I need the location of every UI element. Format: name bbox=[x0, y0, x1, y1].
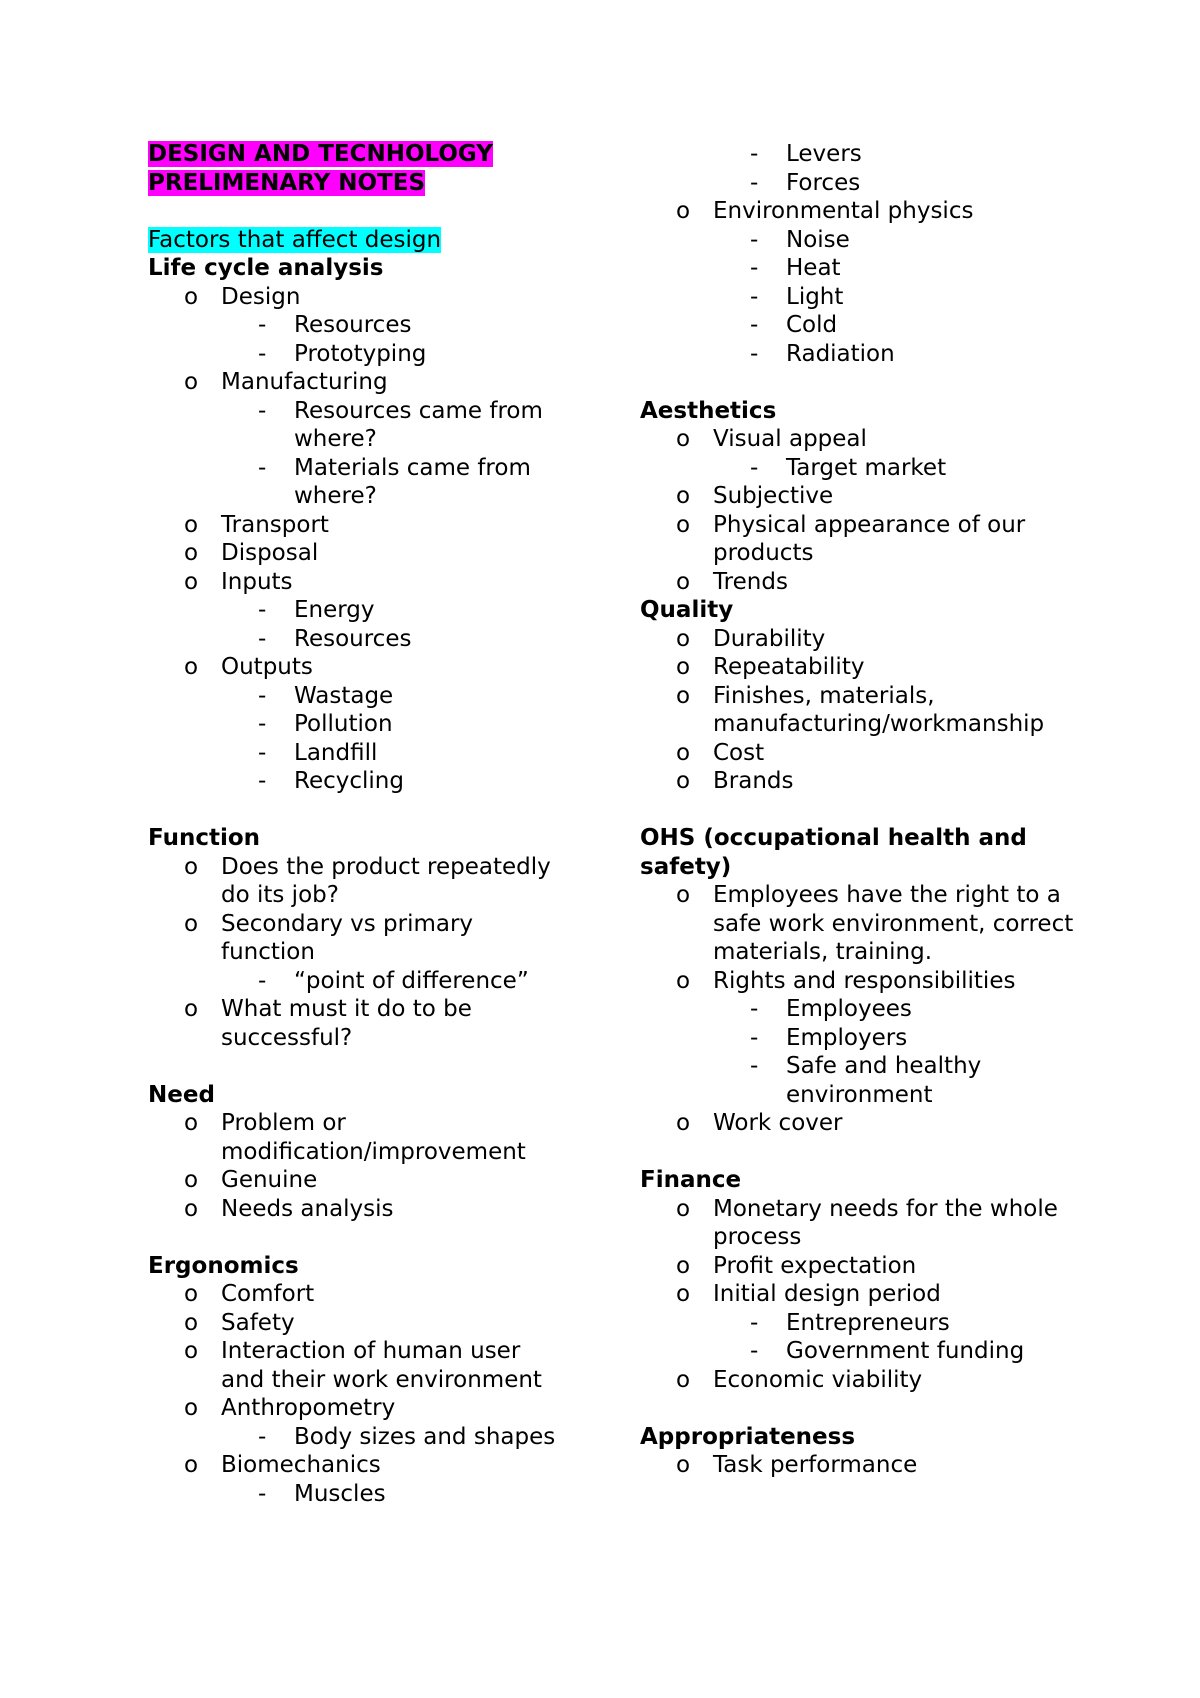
list-item-text: Cold bbox=[786, 312, 838, 338]
list-item-text: Recycling bbox=[294, 768, 404, 794]
sub-list-item bbox=[640, 1337, 1080, 1366]
list-item-text: “point of difference” bbox=[294, 967, 529, 994]
circle-bullet-icon: o bbox=[184, 910, 199, 937]
list-item bbox=[148, 511, 568, 540]
list-item bbox=[640, 967, 1080, 996]
list-item bbox=[148, 539, 568, 568]
circle-bullet-icon: o bbox=[676, 682, 691, 709]
list-item bbox=[148, 283, 568, 312]
list-item-text: Heat bbox=[786, 255, 841, 281]
list-item bbox=[640, 653, 1080, 682]
list-item bbox=[148, 1280, 568, 1309]
list-item bbox=[640, 739, 1080, 768]
dash-bullet-icon: - bbox=[750, 283, 759, 310]
list-item bbox=[148, 1394, 568, 1423]
list-item bbox=[148, 910, 568, 967]
circle-bullet-icon: o bbox=[676, 426, 691, 452]
list-item-text: Resources bbox=[294, 312, 412, 338]
circle-bullet-icon: o bbox=[676, 1252, 691, 1279]
list-item-text: Body sizes and shapes bbox=[294, 1423, 556, 1450]
list-item bbox=[640, 881, 1080, 967]
dash-bullet-icon: - bbox=[258, 768, 267, 794]
list-item-text: Needs analysis bbox=[221, 1195, 394, 1222]
circle-bullet-icon: o bbox=[184, 1309, 199, 1336]
list-item bbox=[640, 1366, 1080, 1395]
list-item bbox=[148, 368, 568, 397]
list-item-text: Design bbox=[221, 283, 301, 310]
subtitle-text: Factors that affect design bbox=[148, 226, 442, 253]
sub-list-item bbox=[148, 311, 568, 340]
document-title-line bbox=[148, 140, 568, 169]
section-subtitle bbox=[148, 226, 568, 255]
list-item-text: Pollution bbox=[294, 711, 393, 737]
list-item bbox=[640, 1252, 1080, 1281]
list-item-text: Monetary needs for the whole process bbox=[713, 1195, 1058, 1250]
blank-line bbox=[148, 1223, 568, 1252]
sub-list-item bbox=[148, 767, 568, 796]
dash-bullet-icon: - bbox=[750, 1053, 759, 1079]
section-heading-appropriateness bbox=[640, 1423, 1080, 1452]
list-item-text: Secondary vs primary function bbox=[221, 910, 474, 965]
left-column bbox=[148, 140, 568, 1508]
heading-text: Need bbox=[148, 1081, 215, 1108]
sub-list-item bbox=[640, 1052, 1080, 1109]
circle-bullet-icon: o bbox=[184, 511, 199, 538]
dash-bullet-icon: - bbox=[258, 397, 267, 424]
sub-list-item bbox=[148, 682, 568, 711]
circle-bullet-icon: o bbox=[184, 1452, 199, 1478]
list-item bbox=[148, 1451, 568, 1480]
list-item-text: What must it do to be successful? bbox=[221, 996, 472, 1051]
list-item-text: Resources bbox=[294, 625, 412, 652]
circle-bullet-icon: o bbox=[676, 1110, 691, 1136]
sub-list-item bbox=[148, 596, 568, 625]
list-item-text: Levers bbox=[786, 141, 862, 167]
list-item bbox=[640, 482, 1080, 511]
heading-text: Quality bbox=[640, 597, 734, 623]
list-item-text: Transport bbox=[221, 511, 329, 538]
list-item-text: Problem or modification/improvement bbox=[221, 1110, 526, 1165]
list-item-text: Muscles bbox=[294, 1480, 386, 1507]
dash-bullet-icon: - bbox=[258, 597, 267, 623]
sub-list-item bbox=[148, 625, 568, 654]
sub-list-item bbox=[640, 995, 1080, 1024]
circle-bullet-icon: o bbox=[676, 739, 691, 766]
dash-bullet-icon: - bbox=[750, 340, 759, 367]
sub-list-item bbox=[148, 1480, 568, 1509]
circle-bullet-icon: o bbox=[184, 1195, 199, 1222]
list-item-text: Rights and responsibilities bbox=[713, 967, 1016, 994]
list-item-text: Wastage bbox=[294, 682, 394, 709]
list-item bbox=[640, 1109, 1080, 1138]
dash-bullet-icon: - bbox=[258, 625, 267, 652]
list-item-text: Biomechanics bbox=[221, 1452, 381, 1478]
list-item-text: Target market bbox=[786, 454, 947, 481]
dash-bullet-icon: - bbox=[750, 226, 759, 253]
circle-bullet-icon: o bbox=[676, 511, 691, 538]
sub-list-item bbox=[148, 340, 568, 369]
circle-bullet-icon: o bbox=[184, 853, 199, 880]
section-heading-need bbox=[148, 1081, 568, 1110]
list-item-text: Inputs bbox=[221, 568, 293, 595]
list-item-text: Safe and healthy environment bbox=[786, 1053, 982, 1108]
list-item-text: Visual appeal bbox=[713, 426, 867, 452]
list-item-text: Government funding bbox=[786, 1338, 1025, 1364]
dash-bullet-icon: - bbox=[258, 454, 267, 481]
circle-bullet-icon: o bbox=[184, 568, 199, 595]
blank-line bbox=[148, 197, 568, 226]
list-item-text: Economic viability bbox=[713, 1366, 923, 1393]
dash-bullet-icon: - bbox=[258, 1423, 267, 1450]
dash-bullet-icon: - bbox=[750, 1024, 759, 1051]
dash-bullet-icon: - bbox=[750, 454, 759, 481]
sub-list-item bbox=[148, 739, 568, 768]
list-item bbox=[640, 1451, 1080, 1480]
circle-bullet-icon: o bbox=[676, 1452, 691, 1478]
section-heading-aesthetics bbox=[640, 397, 1080, 426]
list-item-text: Energy bbox=[294, 597, 375, 623]
blank-line bbox=[640, 1394, 1080, 1423]
circle-bullet-icon: o bbox=[676, 882, 691, 908]
circle-bullet-icon: o bbox=[184, 1395, 199, 1421]
blank-line bbox=[148, 1052, 568, 1081]
list-item bbox=[148, 568, 568, 597]
sub-list-item bbox=[640, 169, 1080, 198]
heading-text: Ergonomics bbox=[148, 1252, 299, 1279]
list-item bbox=[148, 1195, 568, 1224]
list-item-text: Physical appearance of our products bbox=[713, 511, 1026, 566]
list-item-text: Subjective bbox=[713, 483, 834, 509]
circle-bullet-icon: o bbox=[676, 483, 691, 509]
list-item bbox=[148, 995, 568, 1052]
circle-bullet-icon: o bbox=[184, 654, 199, 680]
circle-bullet-icon: o bbox=[676, 654, 691, 680]
circle-bullet-icon: o bbox=[676, 198, 691, 224]
list-item-text: Prototyping bbox=[294, 340, 427, 367]
sub-list-item bbox=[640, 226, 1080, 255]
circle-bullet-icon: o bbox=[676, 1281, 691, 1307]
section-heading-finance bbox=[640, 1166, 1080, 1195]
circle-bullet-icon: o bbox=[676, 1195, 691, 1222]
dash-bullet-icon: - bbox=[750, 255, 759, 281]
list-item-text: Work cover bbox=[713, 1110, 843, 1136]
list-item-text: Resources came from where? bbox=[294, 397, 543, 452]
list-item bbox=[640, 1280, 1080, 1309]
dash-bullet-icon: - bbox=[258, 340, 267, 367]
list-item-text: Comfort bbox=[221, 1281, 315, 1307]
sub-list-item bbox=[640, 1024, 1080, 1053]
blank-line bbox=[640, 796, 1080, 825]
blank-line bbox=[148, 796, 568, 825]
sub-list-item bbox=[148, 967, 568, 996]
dash-bullet-icon: - bbox=[750, 1309, 759, 1336]
dash-bullet-icon: - bbox=[258, 967, 267, 994]
right-column bbox=[640, 140, 1080, 1480]
list-item-text: Entrepreneurs bbox=[786, 1309, 950, 1336]
circle-bullet-icon: o bbox=[676, 768, 691, 794]
list-item-text: Materials came from where? bbox=[294, 454, 531, 509]
list-item-text: Task performance bbox=[713, 1452, 918, 1478]
list-item bbox=[640, 625, 1080, 654]
list-item bbox=[640, 425, 1080, 454]
dash-bullet-icon: - bbox=[750, 1338, 759, 1364]
list-item-text: Disposal bbox=[221, 540, 319, 566]
blank-line bbox=[640, 368, 1080, 397]
sub-list-item bbox=[148, 397, 568, 454]
list-item bbox=[148, 1109, 568, 1166]
list-item bbox=[148, 653, 568, 682]
list-item bbox=[640, 197, 1080, 226]
dash-bullet-icon: - bbox=[258, 739, 267, 766]
dash-bullet-icon: - bbox=[750, 312, 759, 338]
circle-bullet-icon: o bbox=[184, 369, 199, 395]
heading-text: Function bbox=[148, 825, 261, 851]
sub-list-item bbox=[640, 140, 1080, 169]
sub-list-item bbox=[640, 283, 1080, 312]
list-item-text: Repeatability bbox=[713, 654, 865, 680]
list-item-text: Initial design period bbox=[713, 1281, 941, 1307]
list-item bbox=[148, 1309, 568, 1338]
sub-list-item bbox=[148, 710, 568, 739]
list-item-text: Employees have the right to a safe work environment, correct materials, training. bbox=[713, 882, 1074, 965]
list-item-text: Trends bbox=[713, 568, 788, 595]
circle-bullet-icon: o bbox=[184, 540, 199, 566]
sub-list-item bbox=[640, 1309, 1080, 1338]
circle-bullet-icon: o bbox=[184, 996, 199, 1022]
section-heading-quality bbox=[640, 596, 1080, 625]
circle-bullet-icon: o bbox=[184, 1338, 199, 1364]
sub-list-item bbox=[148, 454, 568, 511]
list-item-text: Profit expectation bbox=[713, 1252, 917, 1279]
sub-list-item bbox=[148, 1423, 568, 1452]
list-item bbox=[640, 511, 1080, 568]
heading-text: OHS (occupational health and safety) bbox=[640, 825, 1027, 880]
dash-bullet-icon: - bbox=[258, 711, 267, 737]
list-item-text: Radiation bbox=[786, 340, 895, 367]
list-item-text: Light bbox=[786, 283, 844, 310]
heading-text: Life cycle analysis bbox=[148, 255, 384, 281]
list-item-text: Safety bbox=[221, 1309, 295, 1336]
dash-bullet-icon: - bbox=[258, 682, 267, 709]
dash-bullet-icon: - bbox=[258, 1480, 267, 1507]
list-item bbox=[640, 568, 1080, 597]
sub-list-item bbox=[640, 454, 1080, 483]
list-item-text: Environmental physics bbox=[713, 198, 974, 224]
list-item-text: Cost bbox=[713, 739, 765, 766]
section-heading-ergonomics bbox=[148, 1252, 568, 1281]
section-heading-ohs-occupational-health-and-safety bbox=[640, 824, 1080, 881]
dash-bullet-icon: - bbox=[750, 169, 759, 196]
list-item-text: Outputs bbox=[221, 654, 313, 680]
list-item-text: Finishes, materials, manufacturing/workmanship bbox=[713, 682, 1045, 737]
list-item-text: Brands bbox=[713, 768, 794, 794]
heading-text: Finance bbox=[640, 1167, 742, 1193]
sub-list-item bbox=[640, 340, 1080, 369]
dash-bullet-icon: - bbox=[750, 996, 759, 1022]
list-item-text: Does the product repeatedly do its job? bbox=[221, 853, 551, 908]
circle-bullet-icon: o bbox=[676, 967, 691, 994]
list-item bbox=[640, 1195, 1080, 1252]
list-item bbox=[148, 1337, 568, 1394]
dash-bullet-icon: - bbox=[750, 141, 759, 167]
circle-bullet-icon: o bbox=[184, 283, 199, 310]
dash-bullet-icon: - bbox=[258, 312, 267, 338]
section-heading-life-cycle-analysis bbox=[148, 254, 568, 283]
list-item-text: Employers bbox=[786, 1024, 908, 1051]
circle-bullet-icon: o bbox=[676, 568, 691, 595]
list-item-text: Forces bbox=[786, 169, 861, 196]
list-item bbox=[148, 1166, 568, 1195]
circle-bullet-icon: o bbox=[676, 625, 691, 652]
list-item-text: Employees bbox=[786, 996, 912, 1022]
list-item-text: Genuine bbox=[221, 1167, 318, 1193]
sub-list-item bbox=[640, 311, 1080, 340]
circle-bullet-icon: o bbox=[184, 1167, 199, 1193]
title-text: DESIGN AND TECNHOLOGY bbox=[148, 141, 493, 167]
sub-list-item bbox=[640, 254, 1080, 283]
list-item bbox=[640, 682, 1080, 739]
list-item bbox=[148, 853, 568, 910]
list-item-text: Interaction of human user and their work environment bbox=[221, 1338, 542, 1393]
circle-bullet-icon: o bbox=[676, 1366, 691, 1393]
list-item-text: Noise bbox=[786, 226, 850, 253]
list-item-text: Anthropometry bbox=[221, 1395, 396, 1421]
list-item bbox=[640, 767, 1080, 796]
document-title-line bbox=[148, 169, 568, 198]
heading-text: Aesthetics bbox=[640, 397, 777, 424]
section-heading-function bbox=[148, 824, 568, 853]
blank-line bbox=[640, 1138, 1080, 1167]
list-item-text: Durability bbox=[713, 625, 826, 652]
circle-bullet-icon: o bbox=[184, 1110, 199, 1136]
title-text: PRELIMENARY NOTES bbox=[148, 169, 426, 196]
list-item-text: Manufacturing bbox=[221, 369, 388, 395]
circle-bullet-icon: o bbox=[184, 1281, 199, 1307]
heading-text: Appropriateness bbox=[640, 1423, 856, 1450]
list-item-text: Landfill bbox=[294, 739, 378, 766]
